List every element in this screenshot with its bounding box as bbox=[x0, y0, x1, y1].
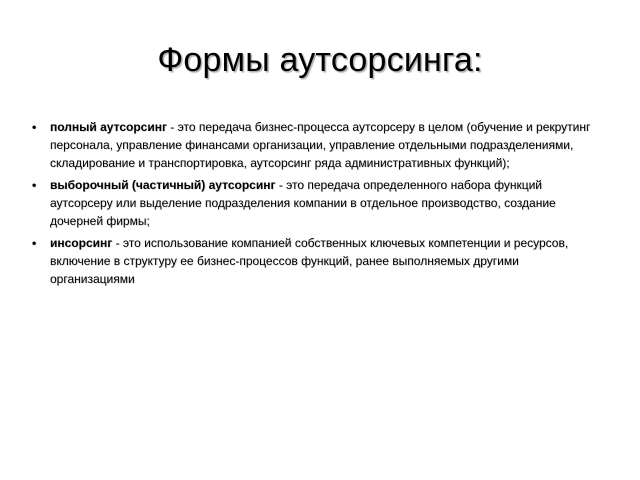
bullet-description: - это передача бизнес-процесса аутсорсеру в целом (обучение и рекрутинг персонала, управление финансами организации, управление отдельными подразделениями, складирование и транспортировка, аутсорсинг ряда административных функций); bbox=[50, 120, 591, 170]
bullet-description: - это передача определенного набора функций аутсорсеру или выделение подразделения компании в отдельное производство, создание дочерней фирмы; bbox=[50, 178, 556, 228]
bullet-term: выборочный (частичный) аутсорсинг bbox=[50, 178, 276, 192]
slide-title: Формы аутсорсинга: bbox=[157, 41, 483, 79]
bullet-point-icon: • bbox=[32, 178, 37, 192]
bullet-point-icon: • bbox=[32, 236, 37, 250]
bullet-item-insourcing bbox=[30, 234, 600, 288]
bullet-term: полный аутсорсинг bbox=[50, 120, 167, 134]
bullet-item-selective-outsourcing bbox=[30, 176, 600, 230]
bullet-description: - это использование компанией собственных ключевых компетенции и ресурсов, включение в структуру ее бизнес-процессов функций, ранее выполняемых другими организациями bbox=[50, 236, 569, 286]
bullet-point-icon: • bbox=[32, 120, 37, 134]
bullet-list bbox=[30, 118, 600, 292]
bullet-item-full-outsourcing bbox=[30, 118, 600, 172]
bullet-term: инсорсинг bbox=[50, 236, 113, 250]
